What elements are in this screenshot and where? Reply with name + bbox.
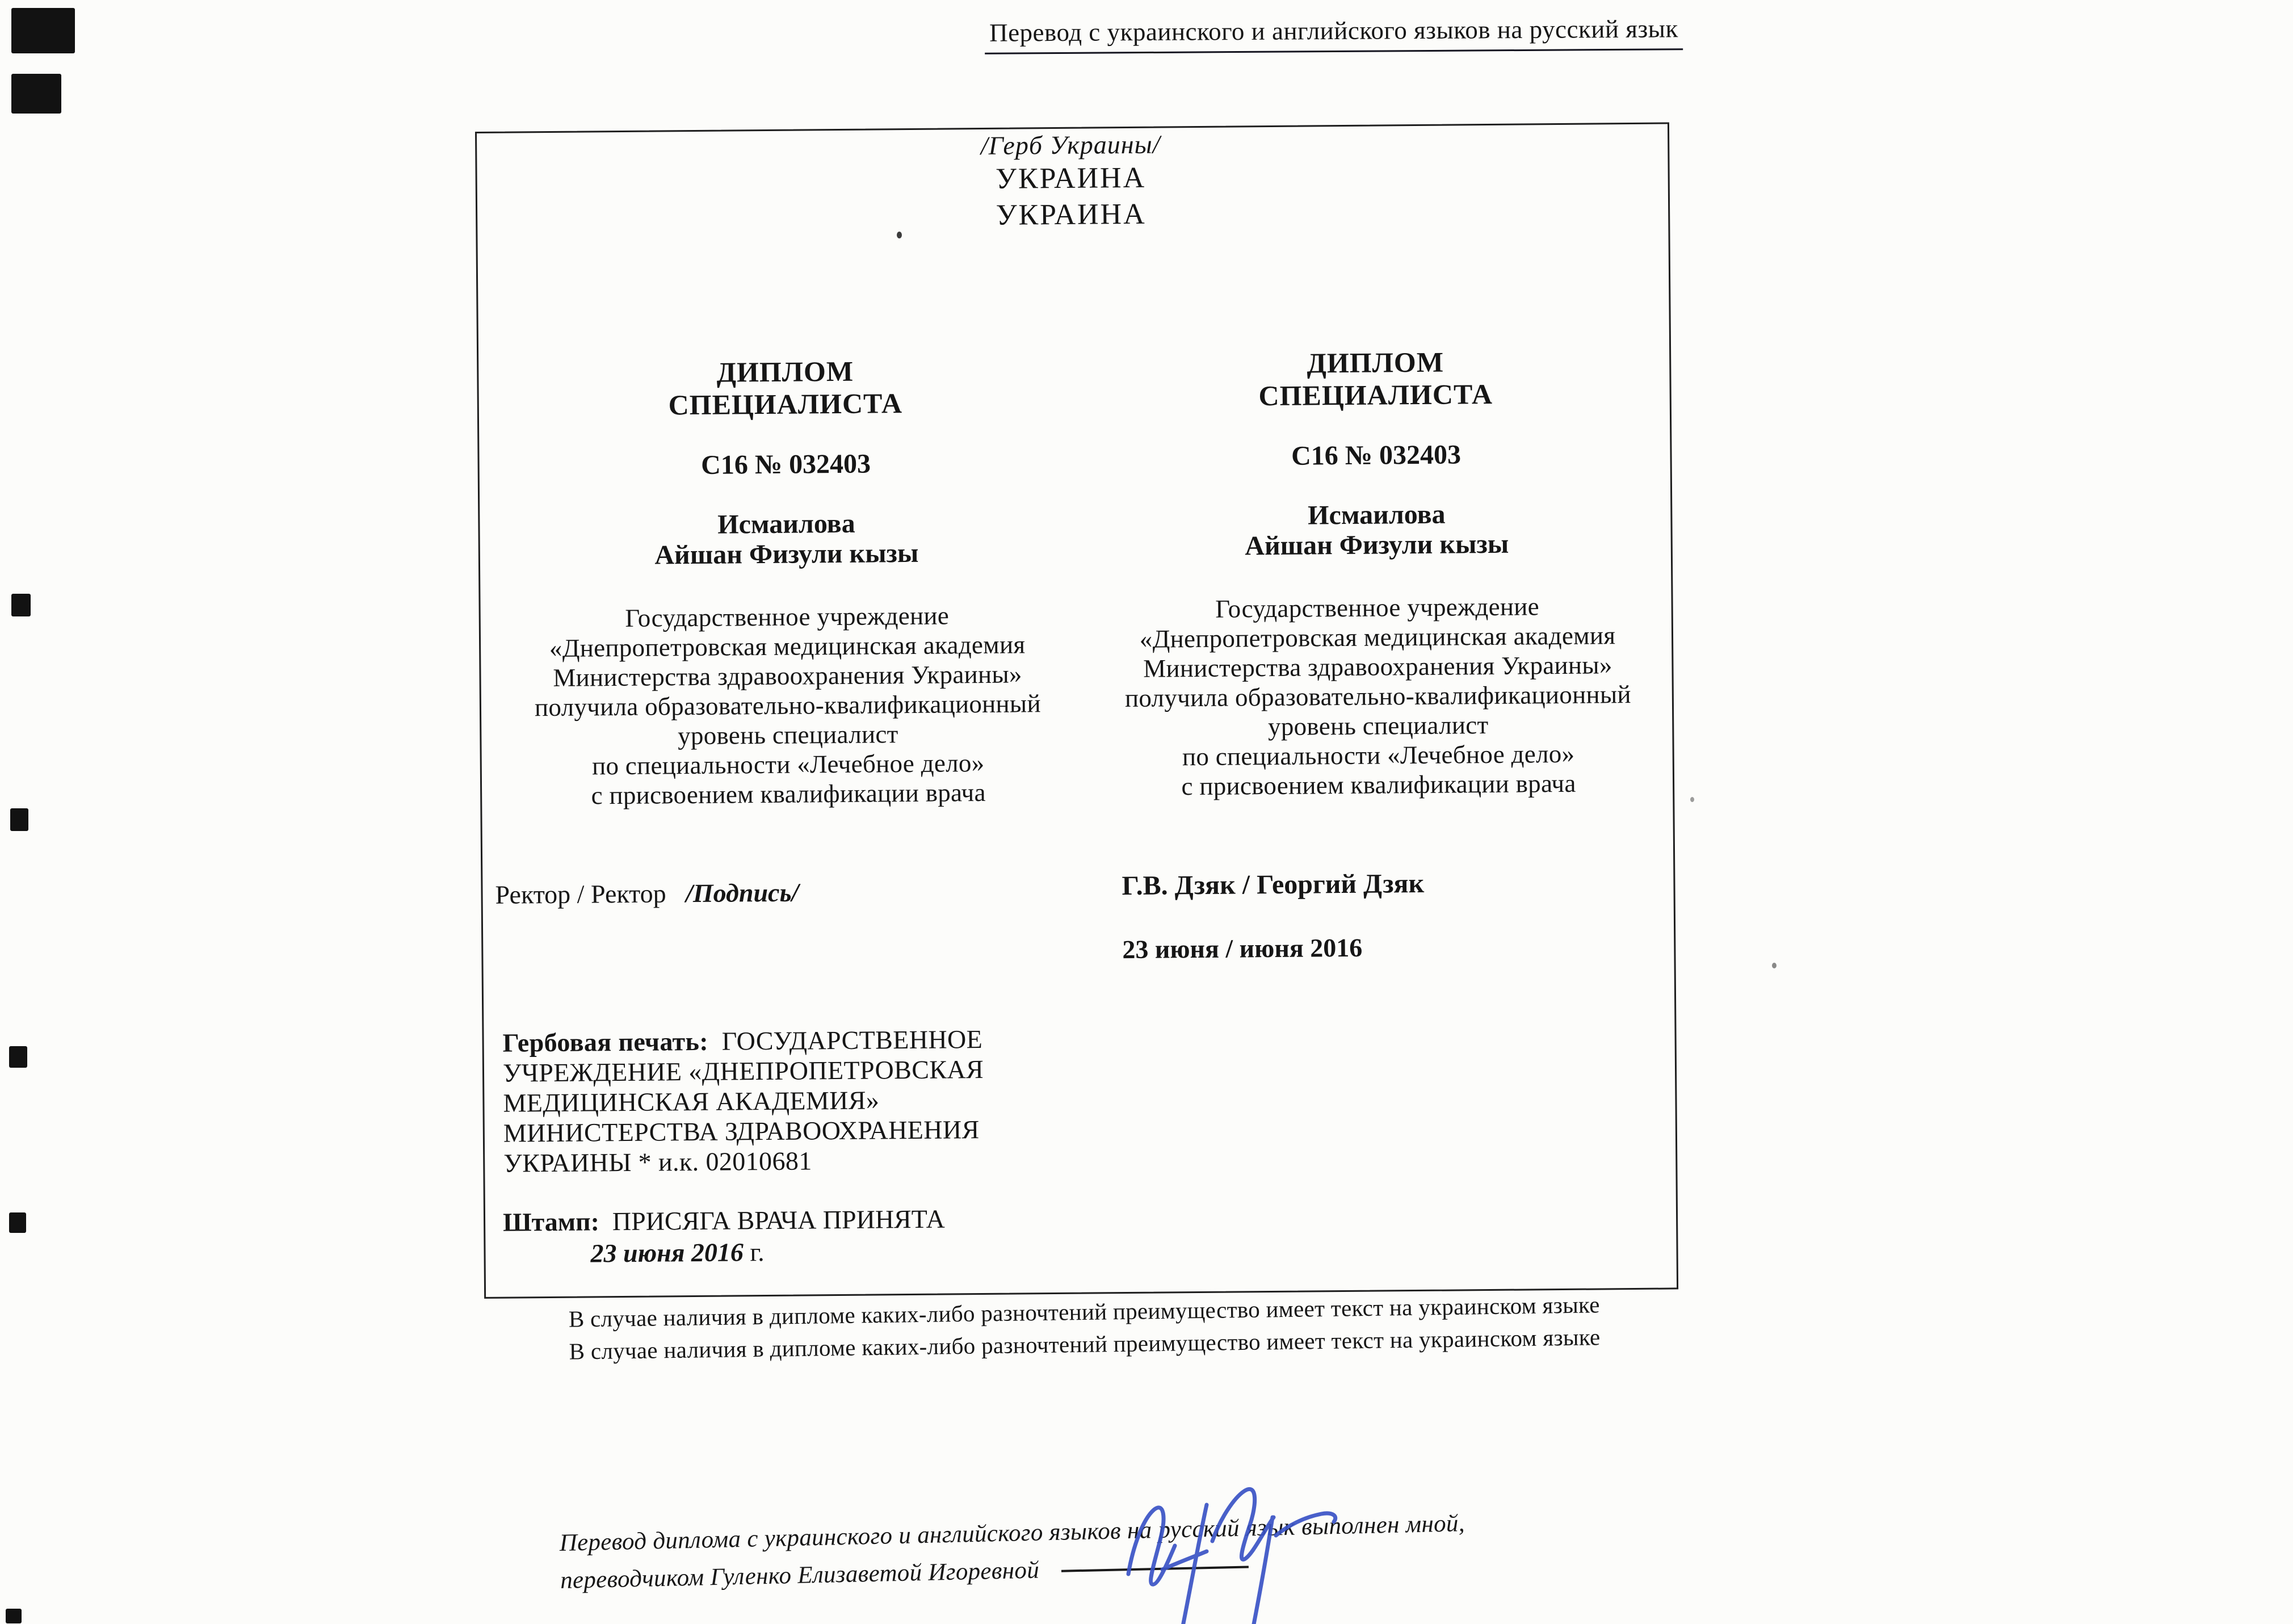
diploma-body-line: «Днепропетровская медицинская академия [549,630,1026,662]
rector-signature-line [495,878,799,910]
diploma-body-line: «Днепропетровская медицинская академия [1139,621,1616,653]
diploma-title-line2: СПЕЦИАЛИСТА [668,387,903,421]
scan-speck [1690,797,1694,802]
diploma-column-right [1090,124,1664,980]
diploma-number: С16 № 032403 [1291,439,1462,471]
scan-artifact-mark [11,74,61,114]
header-translation-note [908,13,1759,54]
diploma-body-line: с присвоением квалификации врача [1181,769,1576,801]
scan-artifact-mark [6,1609,22,1623]
discrepancy-notes [553,1289,1615,1368]
signature-placeholder: /Подпись/ [685,878,799,908]
seal-line: МЕДИЦИНСКАЯ АКАДЕМИЯ» [503,1085,880,1118]
diploma-body-line: Государственное учреждение [625,601,950,632]
diploma-title-line2: СПЕЦИАЛИСТА [1258,377,1493,412]
seal-line: УЧРЕЖДЕНИЕ «ДНЕПРОПЕТРОВСКАЯ [502,1055,984,1088]
stamp-transcription [503,1204,945,1237]
scan-speck [1772,963,1777,968]
seal-line: МИНИСТЕРСТВА ЗДРАВООХРАНЕНИЯ [503,1115,980,1148]
holder-name: Айшан Физули кызы [654,538,919,570]
holder-name: Айшан Физули кызы [1245,528,1509,561]
diploma-body-line: по специальности «Лечебное дело» [591,748,985,780]
signer-name: Г.В. Дзяк / Георгий Дзяк [1122,868,1425,901]
diploma-body-line: уровень специалист [677,720,898,750]
diploma-body-line: уровень специалист [1267,711,1489,741]
coat-of-arms-label: /Герб Украины/ [980,129,1161,161]
seal-transcription [502,1023,1041,1178]
stamp-label: Штамп: [502,1207,600,1237]
diploma-body-line: получила образовательно-квалификационный [534,689,1041,722]
scan-artifact-mark [11,8,75,53]
holder-surname: Исмаилова [717,508,855,540]
diploma-body-line: Государственное учреждение [1215,592,1540,623]
holder-surname: Исмаилова [1307,499,1446,531]
diploma-body-line: Министерства здравоохранения Украины» [1143,651,1612,683]
diploma-title-line1: ДИПЛОМ [1307,346,1444,379]
stamp-date-suffix: г. [750,1237,765,1267]
diploma-body-line: получила образовательно-квалификационный [1124,680,1631,713]
diploma-body-line: по специальности «Лечебное дело» [1182,739,1575,771]
diploma-body-line: с присвоением квалификации врача [591,778,986,810]
diploma-body-line: Министерства здравоохранения Украины» [553,660,1022,692]
diploma-title-line1: ДИПЛОМ [716,355,854,388]
stamp-date: 23 июня 2016 [590,1237,744,1268]
rector-label: Ректор / Ректор [495,879,666,909]
stamp-text: ПРИСЯГА ВРАЧА ПРИНЯТА [612,1204,945,1236]
seal-line: УКРАИНЫ * и.к. 02010681 [503,1146,812,1178]
stamp-date-line [590,1237,765,1268]
scan-artifact-mark [9,1046,27,1068]
discrepancy-note-line: В случае наличия в дипломе каких-либо разночтений преимущество имеет текст на украинском языке [568,1291,1601,1332]
scan-artifact-mark [11,594,31,616]
translator-line1: Перевод диплома с украинского и английского языков на русский язык выполнен мной, [559,1510,1465,1556]
scan-artifact-mark [10,808,28,831]
country-name-line2: УКРАИНА [996,198,1146,232]
discrepancy-note-line: В случае наличия в дипломе каких-либо разночтений преимущество имеет текст на украинском языке [569,1324,1601,1365]
handwritten-signature [1095,1450,1368,1624]
diploma-number: С16 № 032403 [700,448,871,480]
seal-line [502,1024,982,1058]
scan-artifact-mark [9,1212,26,1233]
seal-label: Гербовая печать: [502,1026,709,1058]
diploma-frame [475,122,1678,1298]
translator-line2: переводчиком Гуленко Елизаветой Игоревной [560,1556,1040,1594]
seal-line-text: ГОСУДАРСТВЕННОЕ [721,1025,983,1056]
country-name-line1: УКРАИНА [995,161,1146,195]
diploma-column-left [488,129,1085,985]
header-translation-note-text: Перевод с украинского и английского языков на русский язык [985,14,1683,54]
issue-date: 23 июня / июня 2016 [1122,933,1363,964]
